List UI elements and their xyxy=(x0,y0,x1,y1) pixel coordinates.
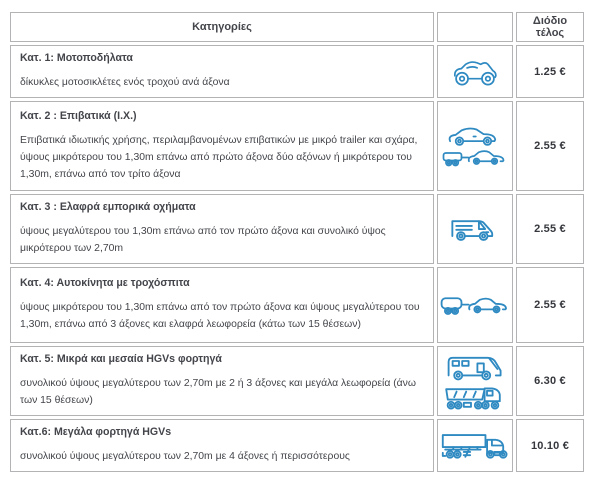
car-with-trailer-icon xyxy=(442,148,508,167)
toll-price: 1.25 € xyxy=(516,45,584,98)
table-row xyxy=(10,419,584,472)
column-header-categories: Κατηγορίες xyxy=(10,12,434,42)
articulated-truck-icon xyxy=(441,431,509,460)
van-icon xyxy=(450,213,500,245)
toll-price: 2.55 € xyxy=(516,267,584,343)
toll-price: 6.30 € xyxy=(516,346,584,416)
category-title: Κατ. 2 : Επιβατικά (Ι.Χ.) xyxy=(20,109,137,122)
dump-truck-icon xyxy=(444,382,506,410)
toll-price: 2.55 € xyxy=(516,101,584,191)
category-title: Κατ. 4: Αυτοκίνητα με τροχόσπιτα xyxy=(20,277,190,289)
category-description: Επιβατικά ιδιωτικής χρήσης, περιλαμβανομένων επιβατικών με μικρό trailer και σχάρα, ύψους μικρότερου του 1,30m επάνω από πρώτο άξονα δύο αξόνων ή μικρότερου του 1,30m, επάνω από τον τρίτο άξονα xyxy=(20,134,418,180)
category-title: Κατ. 1: Μοτοποδήλατα xyxy=(20,52,133,64)
toll-price: 2.55 € xyxy=(516,194,584,264)
column-header-toll-fee: Διόδιο τέλος xyxy=(516,12,584,42)
motorcycle-icon xyxy=(452,56,498,87)
car-towing-caravan-icon xyxy=(440,294,510,316)
table-row xyxy=(10,346,584,416)
toll-categories-table xyxy=(7,9,587,475)
toll-price: 10.10 € xyxy=(516,419,584,472)
category-description: ύψους μικρότερου του 1,30m επάνω από τον πρώτο άξονα και ύψους μεγαλύτερου του 1,30m, επάνω από 3 άξονες και ελαφρά λεωφορεία (κάτω των 15 θέσεων) xyxy=(20,302,420,330)
category-description: ύψους μεγαλύτερου του 1,30m επάνω από τον πρώτο άξονα και συνολικό ύψος μικρότερου των 2,70m xyxy=(20,226,386,254)
table-row xyxy=(10,101,584,191)
category-description: συνολικού ύψους μεγαλύτερου των 2,70m με 4 άξονες ή περισσότερους xyxy=(20,451,350,462)
category-title: Κατ.6: Μεγάλα φορτηγά HGVs xyxy=(20,426,172,438)
table-row xyxy=(10,45,584,98)
column-header-icons xyxy=(437,12,513,42)
car-icon xyxy=(447,126,503,147)
category-title: Κατ. 3 : Ελαφρά εμπορικά οχήματα xyxy=(20,201,196,213)
table-row xyxy=(10,194,584,264)
table-header-row xyxy=(10,12,584,42)
category-title: Κατ. 5: Μικρά και μεσαία HGVs φορτηγά xyxy=(20,353,222,365)
table-row xyxy=(10,267,584,343)
bus-icon xyxy=(446,353,504,381)
category-description: συνολικού ύψους μεγαλύτερου των 2,70m με 2 ή 3 άξονες και μεγάλα λεωφορεία (άνω των 15 θέσεων) xyxy=(20,378,416,406)
category-description: δίκυκλες μοτοσικλέτες ενός τροχού ανά άξονα xyxy=(20,77,230,88)
